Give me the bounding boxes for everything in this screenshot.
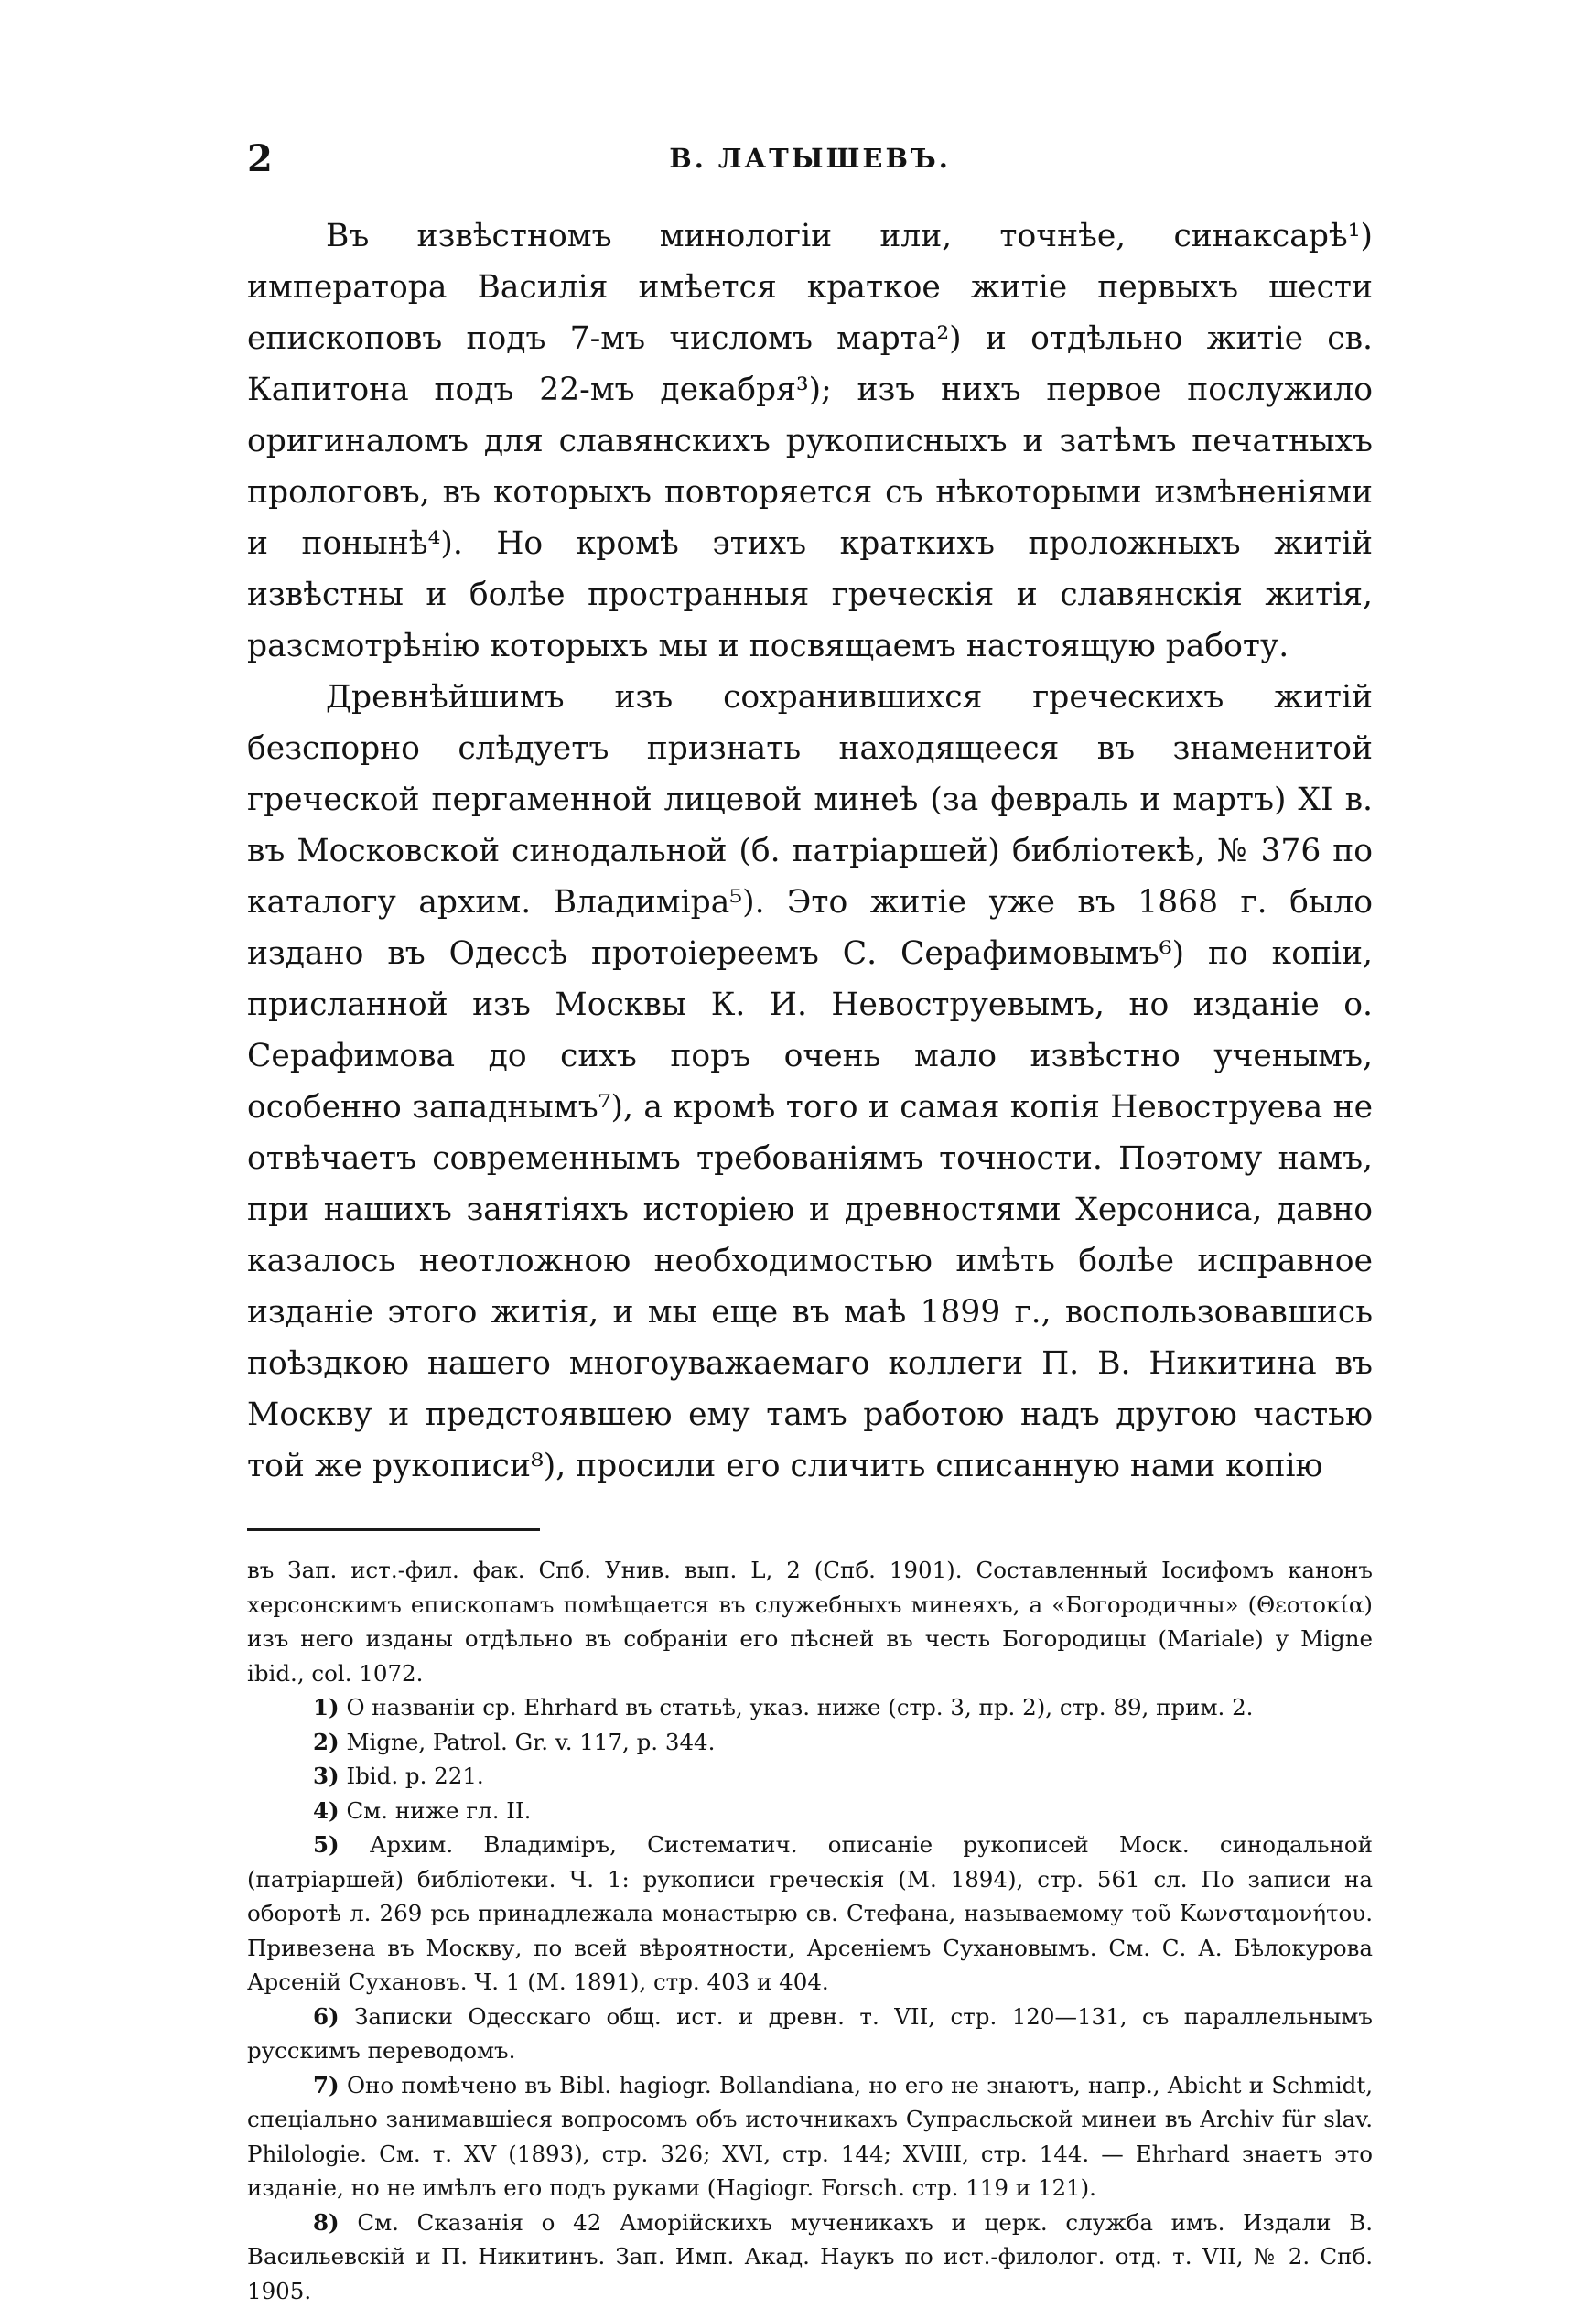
body-paragraph-2: Древнѣйшимъ изъ сохранившихся греческихъ житій безспорно слѣдуетъ признать находящееся въ знаменитой греческой пергаменной лицевой минеѣ (за февраль и мартъ) XI в. въ Московской синодальной (б. патріаршей) библіотекѣ, № 376 по каталогу архим. Владиміра⁵). Это житіе уже въ 1868 г. было издано въ Одессѣ протоіереемъ С. Серафимовымъ⁶) по копіи, присланной изъ Москвы К. И. Невоструевымъ, но изданіе о. Серафимова до сихъ поръ очень мало извѣстно ученымъ, особенно западнымъ⁷), а кромѣ того и самая копія Невоструева не отвѣчаетъ современнымъ требованіямъ точности. Поэтому намъ, при нашихъ занятіяхъ исторіею и древностями Херсониса, давно казалось неотложною необходимостью имѣть болѣе исправное изданіе этого житія, и мы еще въ маѣ 1899 г., воспользовавшись поѣздкою нашего многоуважаемаго коллеги П. В. Никитина въ Москву и предстоявшею ему тамъ работою надъ другою частью той же рукописи⁸), просили его сличить списанную нами копію [247,672,1373,1492]
footnote-6 [247,2000,1373,2068]
running-title: В. ЛАТЫШЕВЪ. [247,143,1373,174]
footnote-3 [247,1759,1373,1794]
document-page [247,137,1373,2308]
footnotes [247,1553,1373,2308]
footnote-4 [247,1794,1373,1828]
footnote-text: Оно помѣчено въ Bibl. hagiogr. Bollandiana, но его не знаютъ, напр., Abicht и Schmidt, спеціально занимавшіеся вопросомъ объ источникахъ Супрасльской минеи въ Archiv für slav. Philologie. См. т. XV (1893), стр. 326; XVI, стр. 144; XVIII, стр. 144. — Ehrhard знаетъ это изданіе, но не имѣлъ его подъ руками (Hagiogr. Forsch. стр. 119 и 121). [247,2072,1373,2202]
footnote-number: 6) [313,2003,340,2030]
body-paragraph-1: Въ извѣстномъ минологіи или, точнѣе, синаксарѣ¹) императора Василія имѣется краткое житіе первыхъ шести епископовъ подъ 7-мъ числомъ марта²) и отдѣльно житіе св. Капитона подъ 22-мъ декабря³); изъ нихъ первое послужило оригиналомъ для славянскихъ рукописныхъ и затѣмъ печатныхъ прологовъ, въ которыхъ повторяется съ нѣкоторыми измѣненіями и понынѣ⁴). Но кромѣ этихъ краткихъ проложныхъ житій извѣстны и болѣе пространныя греческія и славянскія житія, разсмотрѣнію которыхъ мы и посвящаемъ настоящую работу. [247,210,1373,672]
page-number: 2 [247,137,273,180]
footnote-text: О названіи ср. Ehrhard въ статьѣ, указ. ниже (стр. 3, пр. 2), стр. 89, прим. 2. [346,1694,1253,1720]
footnote-number: 3) [313,1763,340,1789]
footnote-text: Записки Одесскаго общ. ист. и древн. т. VII, стр. 120—131, съ параллельнымъ русскимъ переводомъ. [247,2003,1373,2065]
footnote-text: См. ниже гл. II. [346,1797,531,1824]
body-text [247,210,1373,1492]
running-head [247,137,1373,179]
footnote-8 [247,2206,1373,2308]
footnote-number: 2) [313,1729,340,1755]
footnote-5 [247,1828,1373,2000]
footnote-text: Migne, Patrol. Gr. v. 117, p. 344. [346,1729,715,1755]
footnote-text: См. Сказанія о 42 Аморійскихъ мученикахъ и церк. служба имъ. Издали В. Васильевскій и П. Никитинъ. Зап. Имп. Акад. Наукъ по ист.-филолог. отд. т. VII, № 2. Спб. 1905. [247,2209,1373,2304]
footnote-7 [247,2068,1373,2206]
footnote-number: 4) [313,1797,340,1824]
footnote-text: Ibid. p. 221. [346,1763,483,1789]
footnote-number: 1) [313,1694,340,1720]
footnote-number: 8) [313,2209,340,2236]
footnote-continuation: въ Зап. ист.-фил. фак. Спб. Унив. вып. L, 2 (Спб. 1901). Составленный Іосифомъ канонъ херсонскимъ епископамъ помѣщается въ служебныхъ минеяхъ, а «Богородичны» (Θεοτοκία) изъ него изданы отдѣльно въ собраніи его пѣсней въ честь Богородицы (Mariale) у Migne ibid., col. 1072. [247,1553,1373,1690]
footnote-2 [247,1725,1373,1760]
footnote-number: 7) [313,2072,340,2098]
footnote-1 [247,1690,1373,1725]
footnote-divider [247,1528,540,1531]
footnote-number: 5) [313,1831,340,1858]
footnote-text: Архим. Владиміръ, Систематич. описаніе рукописей Моск. синодальной (патріаршей) библіотеки. Ч. 1: рукописи греческія (М. 1894), стр. 561 сл. По записи на оборотѣ л. 269 рсь принадлежала монастырю св. Стефана, называемому τοῦ Κωνσταμονήτου. Привезена въ Москву, по всей вѣроятности, Арсеніемъ Сухановымъ. См. С. А. Бѣлокурова Арсеній Сухановъ. Ч. 1 (М. 1891), стр. 403 и 404. [247,1831,1373,1995]
